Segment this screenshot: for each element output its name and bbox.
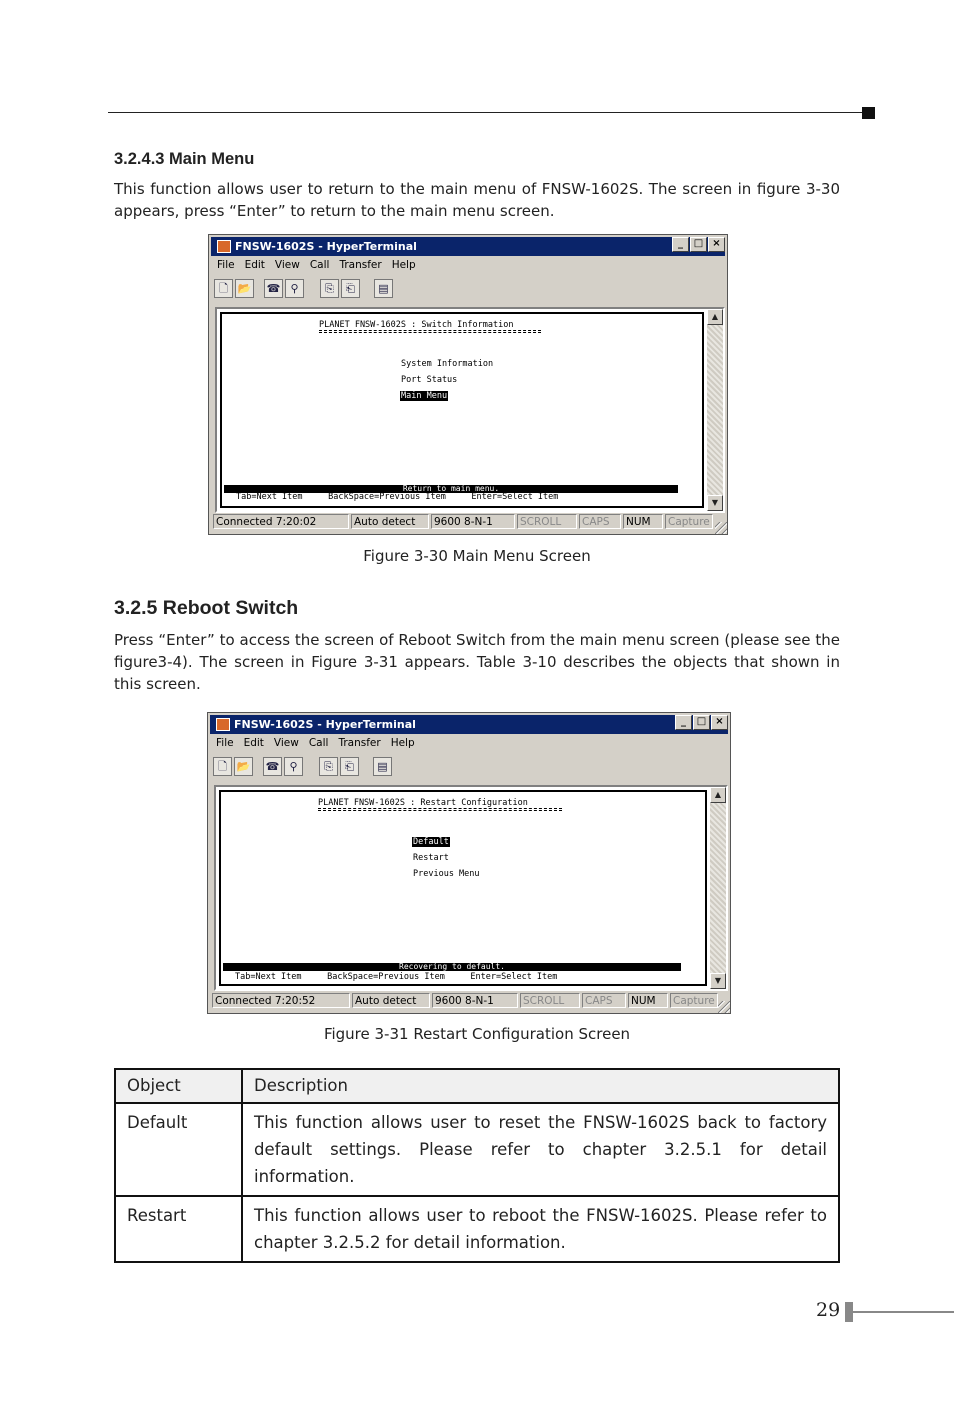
- window-statusbar: [213, 514, 723, 531]
- menu-item-restart[interactable]: Restart: [413, 853, 449, 863]
- window-title: FNSW-1602S - HyperTerminal: [235, 240, 417, 253]
- menu-view[interactable]: View: [273, 737, 299, 749]
- window-buttons: [674, 715, 728, 730]
- menu-item-system-information[interactable]: System Information: [401, 359, 494, 369]
- status-detect: Auto detect: [352, 993, 430, 1008]
- table-header-description: Description: [242, 1069, 839, 1103]
- footer-rule: [853, 1311, 954, 1313]
- footer-marker: [845, 1302, 853, 1322]
- terminal-screen: [220, 312, 704, 508]
- table-cell-object: Default: [115, 1103, 242, 1196]
- menu-bar: [216, 737, 425, 749]
- status-caps: CAPS: [582, 993, 626, 1008]
- minimize-icon[interactable]: _: [675, 715, 692, 730]
- window-title: FNSW-1602S - HyperTerminal: [234, 718, 416, 731]
- open-folder-icon[interactable]: 📂: [234, 757, 253, 776]
- header-marker: [862, 107, 875, 119]
- table-row: [115, 1103, 839, 1196]
- hyperterminal-app-icon: [217, 240, 231, 253]
- menu-edit[interactable]: Edit: [244, 259, 265, 271]
- menu-item-default[interactable]: Default: [413, 837, 449, 847]
- phone-icon[interactable]: ☎: [264, 279, 283, 298]
- vertical-scrollbar[interactable]: [707, 309, 723, 511]
- status-connected: Connected 7:20:02: [213, 514, 349, 529]
- status-detect: Auto detect: [351, 514, 429, 529]
- reboot-switch-heading: 3.2.5 Reboot Switch: [114, 597, 299, 619]
- hyperterminal-window-fig31: [207, 712, 731, 1014]
- window-titlebar: [211, 237, 725, 256]
- menu-file[interactable]: File: [216, 737, 234, 749]
- resize-grip[interactable]: [715, 522, 727, 534]
- table-header-object: Object: [115, 1069, 242, 1103]
- table-header-row: [115, 1069, 839, 1103]
- receive-icon[interactable]: ⎗: [341, 279, 360, 298]
- send-icon[interactable]: ⎘: [319, 757, 338, 776]
- maximize-icon[interactable]: □: [690, 237, 707, 252]
- terminal-frame: [215, 307, 725, 513]
- hyperterminal-app-icon: [216, 718, 230, 731]
- header-rule: [108, 112, 864, 113]
- resize-grip[interactable]: [718, 1001, 730, 1013]
- scroll-up-icon[interactable]: ▲: [707, 309, 723, 325]
- screen-title: PLANET FNSW-1602S : Restart Configuration: [318, 798, 528, 808]
- table-cell-object: Restart: [115, 1196, 242, 1262]
- table-row: [115, 1196, 839, 1262]
- terminal-frame: [214, 785, 728, 991]
- window-buttons: [671, 237, 725, 252]
- menu-help[interactable]: Help: [391, 259, 416, 271]
- key-hints: Tab=Next Item BackSpace=Previous Item Enter=Select Item: [235, 972, 558, 982]
- status-capture: Capture: [665, 514, 713, 529]
- title-underline: [318, 808, 562, 811]
- window-titlebar: [210, 715, 728, 734]
- phone-icon[interactable]: ☎: [263, 757, 282, 776]
- message-bar: Return to main menu.: [224, 485, 678, 493]
- table-cell-description: This function allows user to reset the FNSW-1602S back to factory default settings. Please refer to chapter 3.2.5.1 for detail information.: [242, 1103, 839, 1196]
- receive-icon[interactable]: ⎗: [340, 757, 359, 776]
- hyperterminal-window-fig30: [208, 234, 728, 535]
- close-icon[interactable]: ×: [708, 237, 725, 252]
- menu-edit[interactable]: Edit: [243, 737, 264, 749]
- status-num: NUM: [628, 993, 668, 1008]
- menu-view[interactable]: View: [274, 259, 300, 271]
- message-bar: Recovering to default.: [223, 963, 681, 971]
- scroll-down-icon[interactable]: ▼: [707, 495, 723, 511]
- open-folder-icon[interactable]: 📂: [235, 279, 254, 298]
- properties-icon[interactable]: ▤: [374, 279, 393, 298]
- title-underline: [319, 330, 541, 333]
- disconnect-icon[interactable]: ⚲: [285, 279, 304, 298]
- scroll-up-icon[interactable]: ▲: [710, 787, 726, 803]
- status-scroll: SCROLL: [517, 514, 577, 529]
- menu-help[interactable]: Help: [390, 737, 415, 749]
- status-scroll: SCROLL: [520, 993, 580, 1008]
- status-caps: CAPS: [579, 514, 621, 529]
- key-hints: Tab=Next Item BackSpace=Previous Item Enter=Select Item: [236, 492, 559, 502]
- close-icon[interactable]: ×: [711, 715, 728, 730]
- menu-bar: [217, 259, 426, 271]
- new-icon[interactable]: 🗋: [214, 279, 233, 298]
- menu-transfer[interactable]: Transfer: [338, 737, 381, 749]
- page-number: 29: [816, 1299, 841, 1321]
- vertical-scrollbar[interactable]: [710, 787, 726, 989]
- disconnect-icon[interactable]: ⚲: [284, 757, 303, 776]
- main-menu-heading: 3.2.4.3 Main Menu: [114, 150, 255, 168]
- menu-item-port-status[interactable]: Port Status: [401, 375, 458, 385]
- menu-item-main-menu[interactable]: Main Menu: [401, 391, 448, 401]
- menu-transfer[interactable]: Transfer: [339, 259, 382, 271]
- status-num: NUM: [623, 514, 663, 529]
- main-menu-paragraph: This function allows user to return to the main menu of FNSW-1602S. The screen in figure 3-30 appears, press “Enter” to return to the main menu screen.: [114, 180, 840, 220]
- figure30-caption: Figure 3-30 Main Menu Screen: [363, 547, 591, 565]
- status-port: 9600 8-N-1: [431, 514, 515, 529]
- properties-icon[interactable]: ▤: [373, 757, 392, 776]
- menu-call[interactable]: Call: [308, 737, 329, 749]
- minimize-icon[interactable]: _: [672, 237, 689, 252]
- new-icon[interactable]: 🗋: [213, 757, 232, 776]
- objects-table: [114, 1068, 840, 1263]
- figure31-caption: Figure 3-31 Restart Configuration Screen: [323, 1025, 631, 1043]
- reboot-switch-paragraph: Press “Enter” to access the screen of Reboot Switch from the main menu screen (please see the figure3-4). The screen in Figure 3-31 appears. Table 3-10 describes the objects that shown in this screen.: [114, 631, 840, 693]
- status-capture: Capture: [670, 993, 718, 1008]
- scroll-down-icon[interactable]: ▼: [710, 973, 726, 989]
- maximize-icon[interactable]: □: [693, 715, 710, 730]
- terminal-screen: [219, 790, 707, 986]
- send-icon[interactable]: ⎘: [320, 279, 339, 298]
- menu-item-previous-menu[interactable]: Previous Menu: [413, 869, 480, 879]
- menu-call[interactable]: Call: [309, 259, 330, 271]
- status-connected: Connected 7:20:52: [212, 993, 350, 1008]
- screen-title: PLANET FNSW-1602S : Switch Information: [319, 320, 514, 330]
- status-port: 9600 8-N-1: [432, 993, 518, 1008]
- menu-file[interactable]: File: [217, 259, 235, 271]
- table-cell-description: This function allows user to reboot the FNSW-1602S. Please refer to chapter 3.2.5.2 for detail information.: [242, 1196, 839, 1262]
- window-statusbar: [212, 993, 726, 1010]
